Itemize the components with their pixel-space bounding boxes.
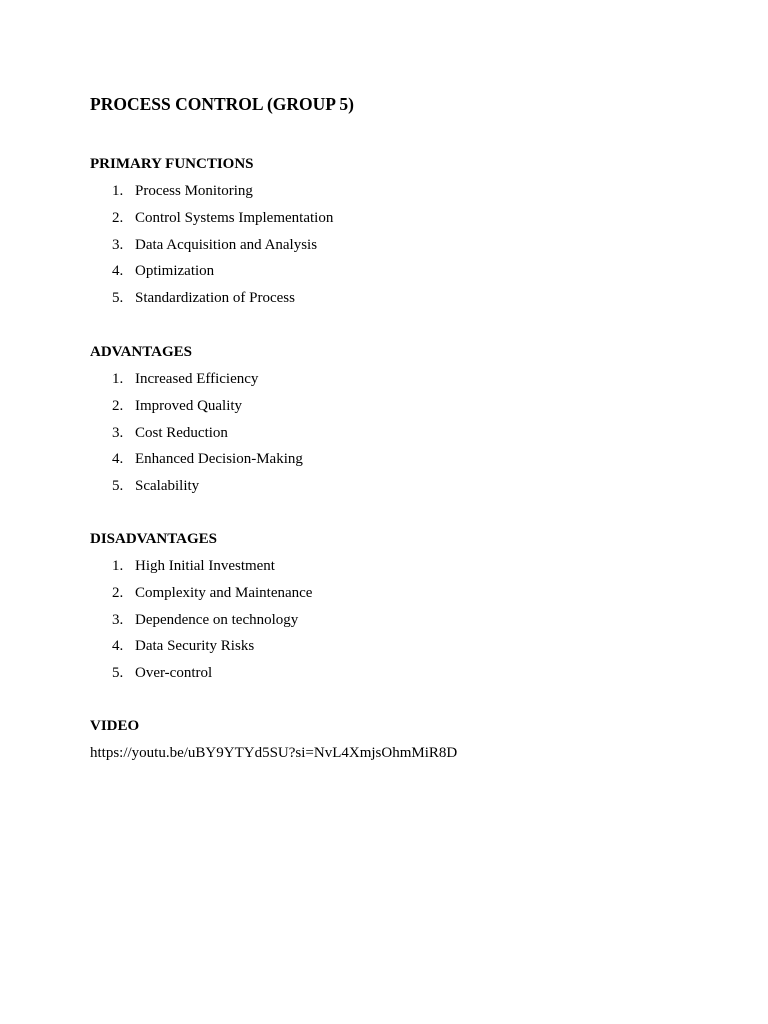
list-item [90,207,730,234]
item-text: Dependence on technology [135,611,299,628]
section-primary-functions [90,153,730,314]
item-number: 2. [112,209,124,226]
list-item [90,448,730,475]
item-text: Enhanced Decision-Making [135,451,303,468]
list-item [90,662,730,689]
item-number: 4. [112,451,124,468]
item-number: 2. [112,584,124,601]
item-number: 3. [112,236,124,253]
item-number: 5. [112,665,124,682]
disadvantages-list [90,555,730,689]
list-item [90,555,730,582]
item-text: Improved Quality [135,397,243,414]
video-link[interactable]: https://youtu.be/uBY9YTYd5SU?si=NvL4XmjsOhmMiR8D [90,745,458,761]
list-item [90,395,730,422]
item-text: Control Systems Implementation [135,209,334,226]
list-item [90,234,730,261]
item-number: 3. [112,424,124,441]
item-text: Optimization [135,263,215,280]
item-text: Increased Efficiency [135,371,259,387]
list-item [90,475,730,502]
item-number: 3. [112,611,124,628]
list-item [90,609,730,636]
item-number: 1. [112,183,124,199]
section-heading-advantages: ADVANTAGES [90,344,192,360]
list-item [90,368,730,395]
item-text: Over-control [135,665,213,682]
item-text: Scalability [135,478,200,495]
item-number: 5. [112,478,124,495]
item-number: 4. [112,638,124,655]
item-number: 1. [112,371,124,387]
section-disadvantages [90,528,730,689]
section-heading-disadvantages: DISADVANTAGES [90,531,217,547]
item-text: Cost Reduction [135,424,228,441]
item-text: Data Acquisition and Analysis [135,236,318,253]
list-item [90,635,730,662]
item-number: 5. [112,290,124,307]
list-item [90,422,730,449]
list-item [90,180,730,207]
item-text: Standardization of Process [135,290,295,307]
section-video [90,715,730,764]
section-heading-primary-functions: PRIMARY FUNCTIONS [90,156,254,172]
list-item [90,260,730,287]
advantages-list [90,368,730,502]
list-item [90,287,730,314]
item-text: Data Security Risks [135,638,255,655]
item-text: Process Monitoring [135,183,253,199]
item-text: High Initial Investment [135,558,275,574]
item-number: 1. [112,558,124,574]
item-number: 2. [112,397,124,414]
item-number: 4. [112,263,124,280]
list-item [90,582,730,609]
section-advantages [90,341,730,502]
document-title: PROCESS CONTROL (GROUP 5) [90,94,354,114]
item-text: Complexity and Maintenance [135,584,313,601]
section-heading-video: VIDEO [90,718,140,734]
primary-functions-list [90,180,730,314]
